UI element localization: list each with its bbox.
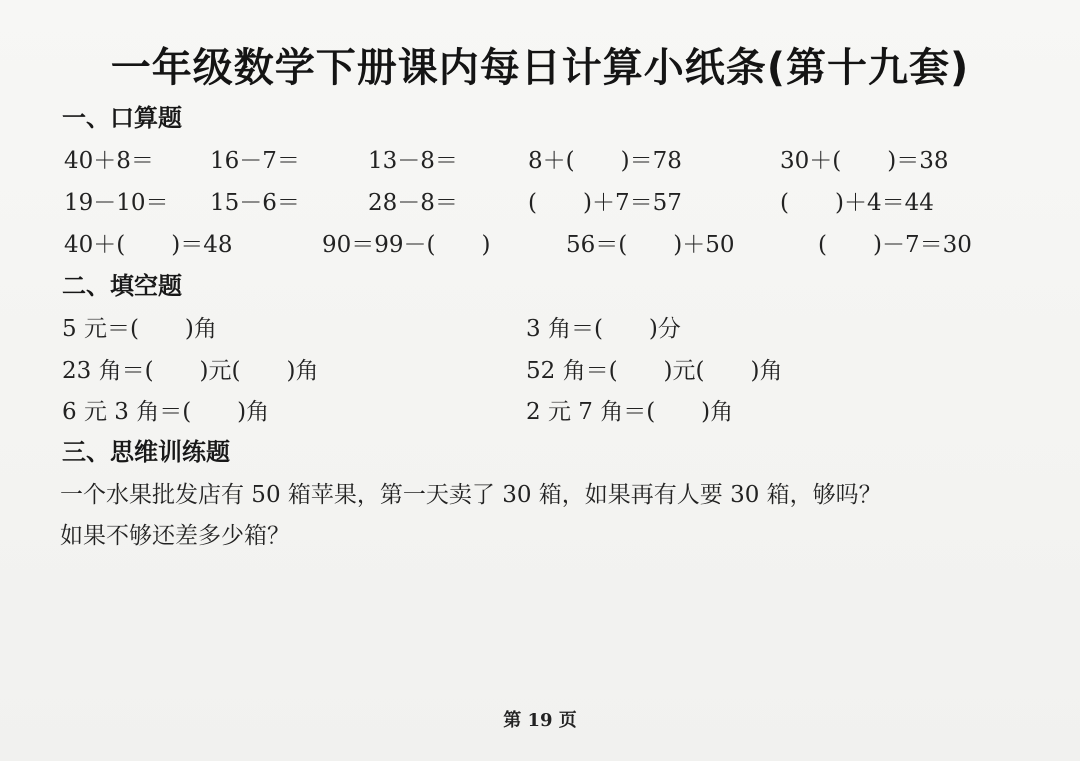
oral-item: ( )－7＝30 xyxy=(818,232,972,258)
oral-item: ( )＋7＝57 xyxy=(528,190,682,216)
oral-item: 16－7＝ xyxy=(210,148,300,174)
oral-item: ( )＋4＝44 xyxy=(780,190,934,216)
fill-item: 23 角＝( )元( )角 xyxy=(62,358,319,384)
oral-item: 15－6＝ xyxy=(210,190,300,216)
section-heading-fill: 二、填空题 xyxy=(62,272,182,300)
fill-item: 52 角＝( )元( )角 xyxy=(526,358,783,384)
oral-item: 28－8＝ xyxy=(368,190,458,216)
oral-item: 13－8＝ xyxy=(368,148,458,174)
fill-item: 2 元 7 角＝( )角 xyxy=(526,399,734,425)
oral-item: 40＋( )＝48 xyxy=(64,232,233,258)
page-number: 第 19 页 xyxy=(503,710,577,731)
oral-item: 90＝99－( ) xyxy=(322,232,491,258)
fill-item: 6 元 3 角＝( )角 xyxy=(62,399,270,425)
page-title: 一年级数学下册课内每日计算小纸条(第十九套) xyxy=(110,45,970,91)
oral-item: 56＝( )＋50 xyxy=(566,232,735,258)
oral-item: 40＋8＝ xyxy=(64,148,154,174)
problem-line: 如果不够还差多少箱？ xyxy=(60,523,290,549)
section-heading-oral: 一、口算题 xyxy=(62,104,182,132)
oral-item: 30＋( )＝38 xyxy=(780,148,949,174)
problem-line: 一个水果批发店有 50 箱苹果，第一天卖了 30 箱，如果再有人要 30 箱，够吗？ xyxy=(60,482,882,508)
section-heading-thinking: 三、思维训练题 xyxy=(62,438,230,466)
fill-item: 5 元＝( )角 xyxy=(62,316,217,342)
oral-item: 19－10＝ xyxy=(64,190,169,216)
oral-item: 8＋( )＝78 xyxy=(528,148,682,174)
fill-item: 3 角＝( )分 xyxy=(526,316,681,342)
